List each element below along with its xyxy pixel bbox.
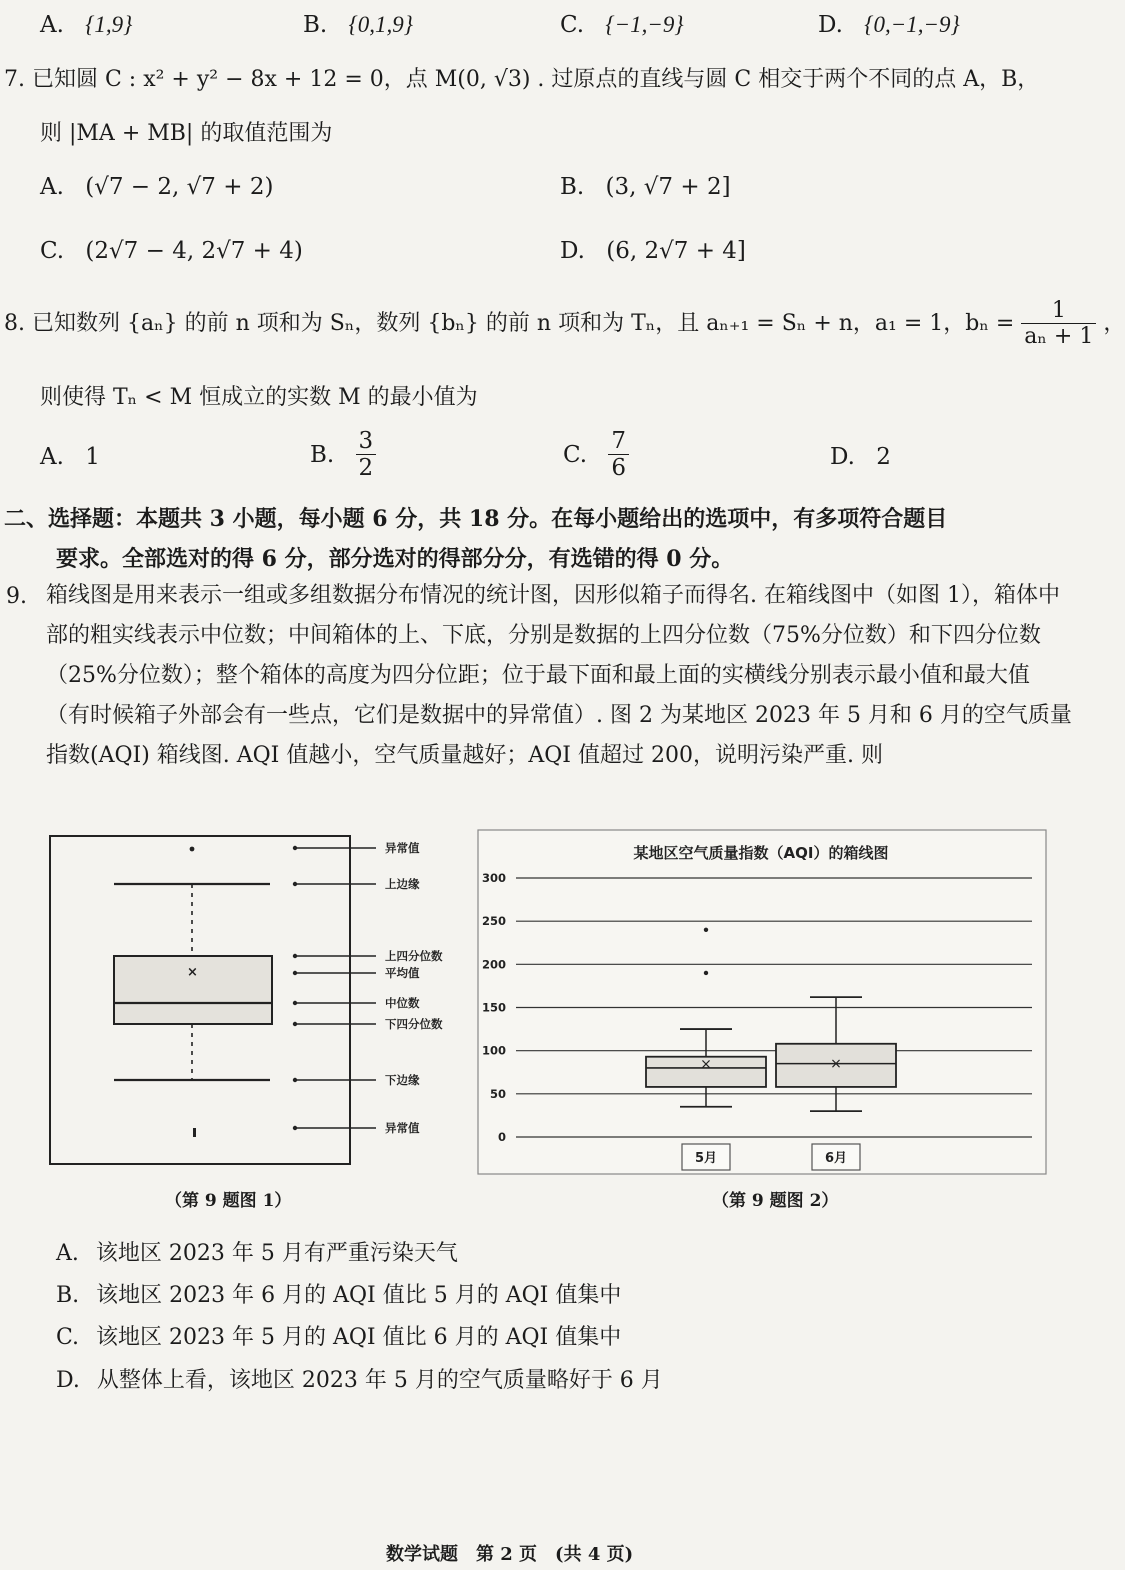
q6-option-c (560, 12, 684, 38)
fig1-label-outlier-top: 异常值 (385, 841, 420, 855)
q7-option-d (560, 238, 746, 264)
fig1-label-median: 中位数 (385, 996, 420, 1010)
q9-number: 9. (6, 584, 27, 609)
y-tick-label-150: 150 (481, 1000, 506, 1015)
q8-option-b-fraction (356, 428, 377, 482)
q7-option-b (560, 174, 731, 200)
q7-option-d-letter: D. (560, 238, 585, 264)
q6-option-a-letter: A. (40, 12, 64, 38)
q9-option-c (56, 1320, 621, 1351)
q7-option-a-letter: A. (40, 174, 64, 200)
mean-marker: × (830, 1055, 842, 1072)
section2-heading-line2: 要求。全部选对的得 6 分，部分选对的得部分分，有选错的得 0 分。 (56, 546, 734, 572)
section2-heading-line1: 二、选择题：本题共 3 小题，每小题 6 分，共 18 分。在每小题给出的选项中，有多项符合题目 (4, 506, 948, 532)
q6-option-b-text: {0,1,9} (348, 12, 413, 37)
figure-2-chart (476, 828, 1050, 1178)
q8-option-d-letter: D. (830, 444, 855, 470)
page-footer: 数学试题 第 2 页 (共 4 页) (386, 1544, 634, 1565)
figure-1-diagram (40, 828, 480, 1178)
q7-stem-line1: 7. 已知圆 C : x² + y² − 8x + 12 = 0，点 M(0, √3) . 过原点的直线与圆 C 相交于两个不同的点 A，B， (4, 67, 1040, 92)
mean-marker: × (700, 1056, 712, 1073)
x-label-2: 6月 (824, 1151, 848, 1166)
fig1-label-outlier-bottom: 异常值 (385, 1121, 420, 1135)
q9-option-a-letter: A. (56, 1241, 79, 1266)
x-label-1: 5月 (694, 1151, 718, 1166)
q8-b-fraction (1021, 298, 1096, 350)
q8-b-fraction-numerator: 1 (1021, 298, 1096, 324)
q7-option-b-letter: B. (560, 174, 585, 200)
fig1-label-mean: 平均值 (385, 966, 420, 980)
q9-option-d-text: 从整体上看，该地区 2023 年 5 月的空气质量略好于 6 月 (96, 1368, 663, 1393)
y-tick-label-0: 0 (497, 1130, 506, 1144)
q7-option-b-text: (3, √7 + 2] (605, 174, 731, 200)
q6-option-c-text: {−1,−9} (605, 12, 684, 37)
q8-option-c-numerator: 7 (608, 428, 629, 455)
q7-option-a (40, 174, 273, 200)
q6-option-d-letter: D. (818, 12, 843, 38)
q8-b-fraction-denominator: aₙ + 1 (1024, 324, 1094, 350)
q7-option-a-text: (√7 − 2, √7 + 2) (85, 174, 274, 200)
q9-paragraph: 箱线图是用来表示一组或多组数据分布情况的统计图，因形似箱子而得名. 在箱线图中（如图 1），箱体中部的粗实线表示中位数；中间箱体的上、下底，分别是数据的上四分位数（75%分位数）和下四分位数（25%分位数）；整个箱体的高度为四分位距；位于最下面和最上面的实横线分别表示最小值和最大值（有时候箱子外部会有一些点，它们是数据中的异常值）. 图 2 为某地区 2023 年 5 月和 6 月的空气质量指数(AQI) 箱线图. AQI 值越小，空气质量越好；AQI 值超过 200，说明污染严重. 则 (46, 583, 1072, 768)
q8-option-c (563, 428, 629, 482)
q9-option-b (56, 1278, 621, 1309)
q8-option-a-text: 1 (85, 444, 100, 470)
q8-option-c-denominator: 6 (611, 455, 627, 482)
q6-option-b (303, 12, 413, 38)
q9-option-a (56, 1236, 458, 1267)
q8-option-b-letter: B. (310, 441, 335, 468)
q6-option-d (818, 12, 960, 38)
fig1-outlier-top-point (190, 847, 195, 852)
q8-option-a-letter: A. (40, 444, 64, 470)
fig1-label-upper-whisker: 上边缘 (385, 877, 420, 891)
q7-option-c (40, 238, 303, 264)
q7-option-c-letter: C. (40, 238, 65, 264)
outlier-point (704, 971, 708, 975)
outlier-point (704, 928, 708, 932)
q8-option-d-text: 2 (876, 444, 891, 470)
y-tick-label-100: 100 (481, 1043, 506, 1058)
q8-option-c-letter: C. (563, 441, 588, 468)
q8-comma: ， (1103, 310, 1125, 336)
q8-option-a (40, 444, 100, 470)
q9-option-b-text: 该地区 2023 年 6 月的 AQI 值比 5 月的 AQI 值集中 (96, 1283, 622, 1308)
fig2-title: 某地区空气质量指数（AQI）的箱线图 (633, 844, 889, 862)
q6-option-d-text: {0,−1,−9} (864, 12, 960, 37)
q8-stem-line1 (4, 298, 1125, 350)
fig2-frame (478, 830, 1046, 1174)
y-tick-label-200: 200 (481, 957, 506, 972)
q9-option-c-letter: C. (56, 1325, 80, 1350)
q8-option-b (310, 428, 376, 482)
y-tick-label-250: 250 (481, 914, 506, 929)
fig1-mean-marker: × (187, 965, 198, 980)
q9-option-d-letter: D. (56, 1368, 80, 1393)
q8-option-c-fraction (608, 428, 629, 482)
q8-option-b-numerator: 3 (356, 428, 377, 455)
fig1-label-lower-whisker: 下边缘 (385, 1073, 420, 1087)
q9-option-b-letter: B. (56, 1283, 80, 1308)
y-tick-label-300: 300 (481, 871, 506, 885)
q9-option-d (56, 1363, 663, 1394)
q8-stem-line2: 则使得 Tₙ < M 恒成立的实数 M 的最小值为 (40, 385, 478, 410)
figure-2-caption: （第 9 题图 2） (712, 1191, 839, 1211)
q9-option-c-text: 该地区 2023 年 5 月的 AQI 值比 6 月的 AQI 值集中 (96, 1325, 622, 1350)
q9-option-a-text: 该地区 2023 年 5 月有严重污染天气 (95, 1241, 458, 1266)
q8-option-d (830, 444, 891, 470)
q7-option-d-text: (6, 2√7 + 4] (606, 238, 746, 264)
q6-option-a (40, 12, 132, 38)
q6-option-a-text: {1,9} (85, 12, 133, 37)
q6-option-b-letter: B. (303, 12, 328, 38)
q6-option-c-letter: C. (560, 12, 585, 38)
fig1-outlier-bottom-point (193, 1128, 196, 1137)
fig1-label-upper-quartile: 上四分位数 (385, 949, 443, 963)
figure-1-caption: （第 9 题图 1） (165, 1191, 292, 1211)
q7-option-c-text: (2√7 − 4, 2√7 + 4) (85, 238, 303, 264)
fig1-label-lower-quartile: 下四分位数 (385, 1017, 443, 1031)
q8-stem-text: 8. 已知数列 {aₙ} 的前 n 项和为 Sₙ，数列 {bₙ} 的前 n 项和为 Tₙ，且 aₙ₊₁ = Sₙ + n，a₁ = 1，bₙ = (4, 310, 1015, 336)
y-tick-label-50: 50 (489, 1086, 506, 1101)
q7-stem-line2: 则 |MA + MB| 的取值范围为 (40, 121, 333, 146)
q8-option-b-denominator: 2 (358, 455, 374, 482)
